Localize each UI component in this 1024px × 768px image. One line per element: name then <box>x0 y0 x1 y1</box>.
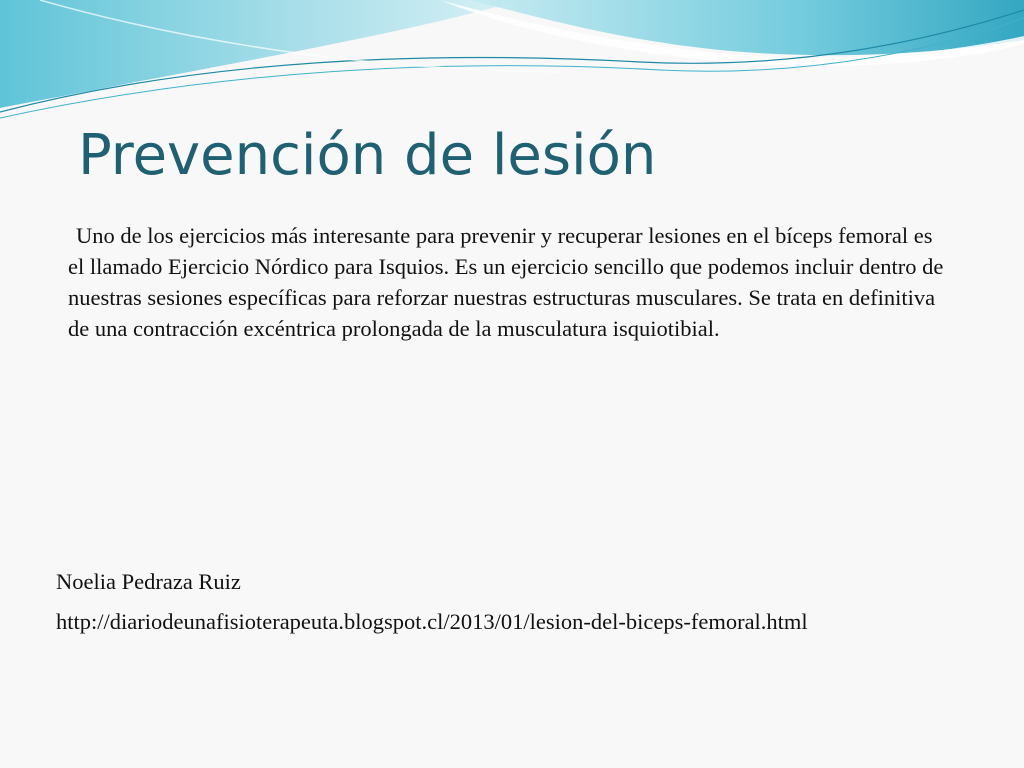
slide-title: Prevención de lesión <box>78 123 657 188</box>
body-paragraph: Uno de los ejercicios más interesante para prevenir y recuperar lesiones en el bíceps femoral es el llamado Ejercicio Nórdico para Isquios. Es un ejercicio sencillo que podemos incluir dentro de nuestras sesiones específicas para reforzar nuestras estructuras musculares. Se trata en definitiva de una contracción excéntrica prolongada de la musculatura isquiotibial. <box>68 223 944 341</box>
source-url: http://diariodeunafisioterapeuta.blogspot.cl/2013/01/lesion-del-biceps-femoral.html <box>56 609 808 634</box>
header-wave-decoration <box>0 0 1024 130</box>
author-name: Noelia Pedraza Ruiz <box>56 569 241 594</box>
